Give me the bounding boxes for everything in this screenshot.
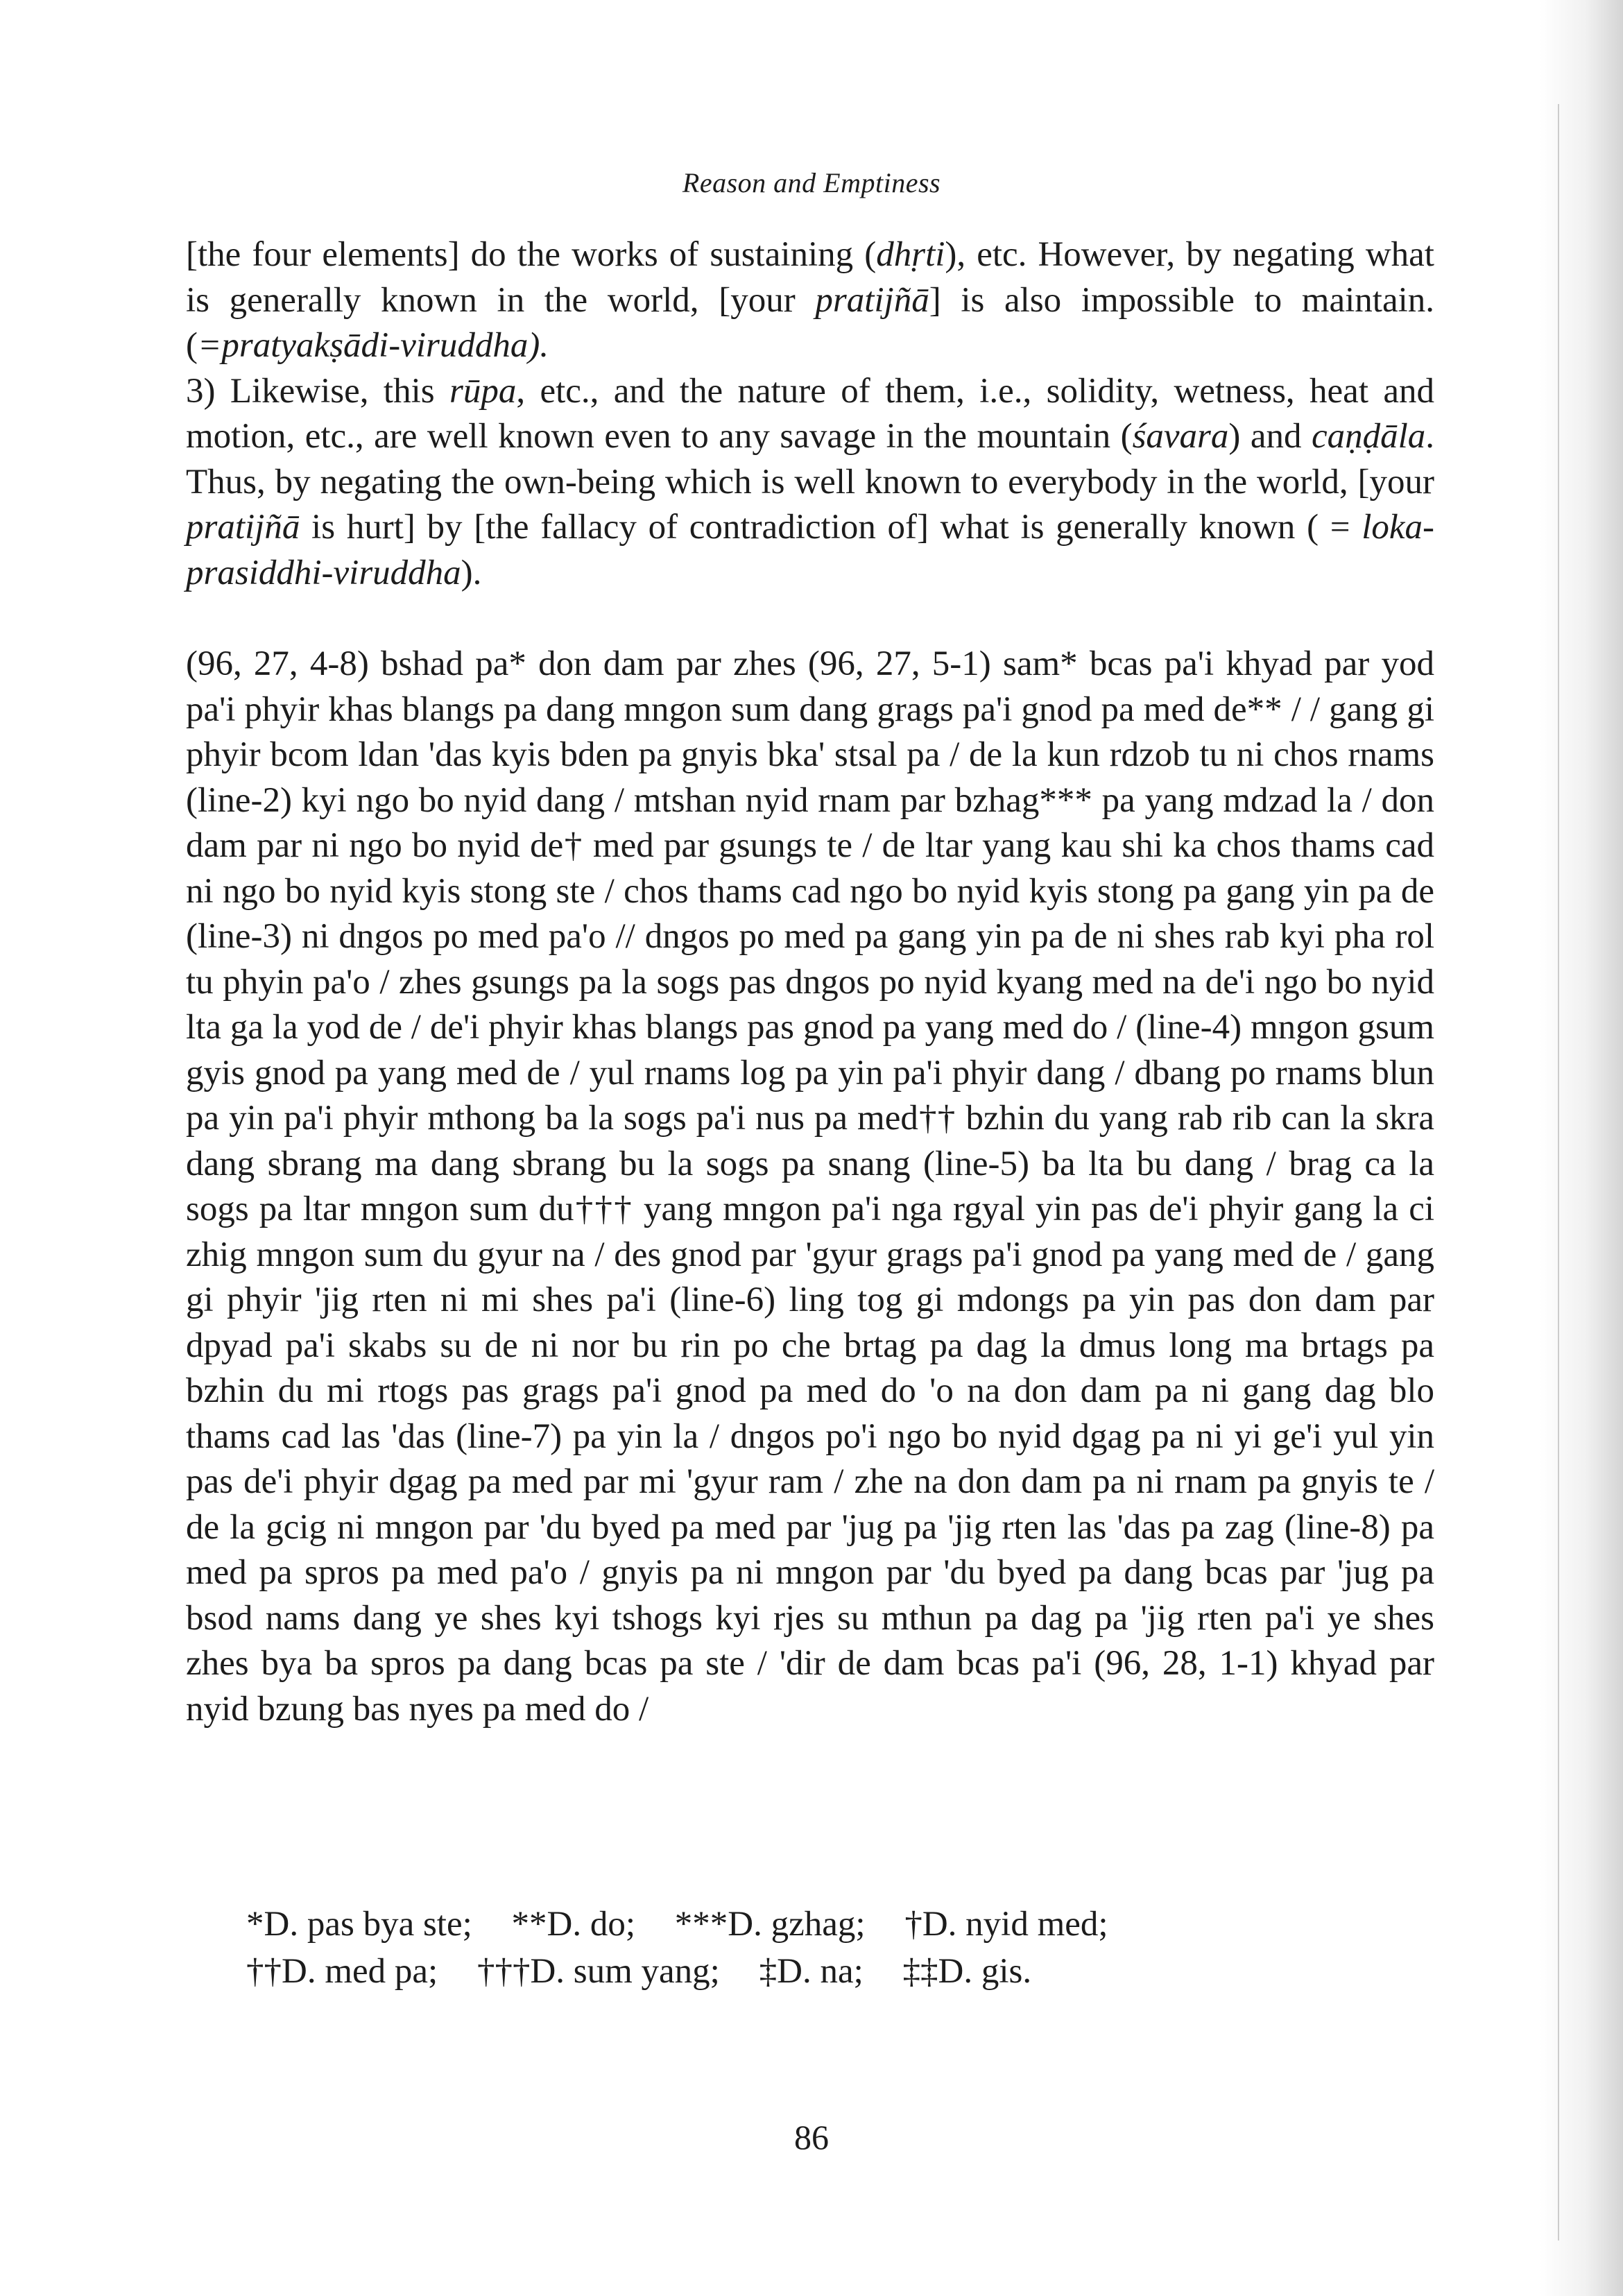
term-dhrti: dhṛti [876,235,945,274]
footnote: †††D. sum yang; [476,1952,720,1991]
footnote: **D. do; [511,1905,636,1944]
paragraph-point-3: 3) Likewise, this rūpa, etc., and the nature of them, i.e., solidity, wetness, heat and motion, etc., are well known even to any savage in the mountain (śavara) and caṇḍāla. Thus, by negating the own-being which is well known to everybody in the world, [your pratijñā is hurt] by [the fallacy of contradiction of] what is generally known ( = loka-prasiddhi-viruddha). [186,371,1435,592]
footnote: ††D. med pa; [246,1952,438,1991]
tibetan-transliteration: (96, 27, 4-8) bshad pa* don dam par zhes (96, 27, 5-1) sam* bcas pa'i khyad par yod pa'i phyir khas blangs pa dang mngon sum dang grags pa'i gnod pa med de** / / gang gi phyir bcom ldan 'das kyis bden pa gnyis bka' stsal pa / de la kun rdzob tu ni chos rnams (line-2) kyi ngo bo nyid dang / mtshan nyid rnam par bzhag*** pa yang mdzad la / don dam par ni ngo bo nyid de† med par gsungs te / de ltar yang kau shi ka chos thams cad ni ngo bo nyid kyis stong ste / chos thams cad ngo bo nyid kyis stong pa gang yin pa de (line-3) ni dngos po med pa'o // dngos po med pa gang yin pa de ni shes rab kyi pha rol tu phyin pa'o / zhes gsungs pa la sogs pas dngos po nyid kyang med na de'i ngo bo nyid lta ga la yod de / de'i phyir khas blangs pas gnod pa yang med do / (line-4) mngon gsum gyis gnod pa yang med de / yul rnams log pa yin pa'i phyir dang / dbang po rnams blun pa yin pa'i phyir mthong ba la sogs pa'i nus pa med†† bzhin du yang rab rib can la skra dang sbrang ma dang sbrang bu la sogs pa snang (line-5) ba lta bu dang / brag ca la sogs pa ltar mngon sum du††† yang mngon pa'i nga rgyal yin pas de'i phyir gang la ci zhig mngon sum du gyur na / des gnod par 'gyur grags pa'i gnod pa yang med de / gang gi phyir 'jig rten ni mi shes pa'i (line-6) ling tog gi mdongs pa yin pas don dam par dpyad pa'i skabs su de ni nor bu rin po che brtag pa dag la dmus long ma brtags pa bzhin du mi rtogs pas grags pa'i gnod pa med do 'o na don dam pa ni gang dag blo thams cad las 'das (line-7) pa yin la / dngos po'i ngo bo nyid dgag pa ni yi ge'i yul yin pas de'i phyir dgag pa med par mi 'gyur ram / zhe na don dam pa ni rnam pa gnyis te / de la gcig ni mngon par 'du byed pa med par 'jug pa 'jig rten las 'das pa zag (line-8) pa med pa spros pa med pa'o / gnyis pa ni mngon par 'du byed pa dang bcas par 'jug pa bsod nams dang ye shes kyi tshogs kyi rjes su mthun pa dag pa 'jig rten pa'i ye shes zhes bya ba spros pa dang bcas pa ste / 'dir de dam bcas pa'i (96, 28, 1-1) khyad par nyid bzung bas nyes pa med do / [186,644,1434,1729]
footnote-line-1 [246,1901,1425,1948]
term-loka-prasiddhi-viruddha: loka-prasiddhi-viruddha [186,508,1434,592]
term-pratijna-2: pratijñā [186,508,300,547]
footnote: ‡‡D. gis. [902,1952,1032,1991]
term-savara: śavara [1132,417,1229,456]
tibetan-text-block [186,642,1434,1732]
term-pratyaksadi-viruddha: =pratyakṣādi-viruddha). [197,326,549,365]
footnote: ***D. gzhag; [674,1905,866,1944]
english-translation-block [186,232,1434,596]
paragraph-continuation: [the four elements] do the works of sustaining (dhṛti), etc. However, by negating what is generally known in the world, [your pratijñā] is also impossible to maintain. (=pratyakṣādi-viruddha). [186,235,1435,365]
footnote: *D. pas bya ste; [246,1905,472,1944]
page-edge-shadow [1540,0,1623,2296]
footnote: †D. nyid med; [904,1905,1108,1944]
footnotes [246,1901,1425,1995]
page-number: 86 [794,2118,829,2157]
footnote-line-2 [246,1948,1425,1995]
page-edge-line [1558,104,1559,2241]
running-head: Reason and Emptiness [682,167,941,198]
term-rupa: rūpa [449,371,517,411]
term-candala: caṇḍāla [1311,417,1426,456]
term-pratijna: pratijñā [815,280,929,320]
footnote: ‡D. na; [759,1952,864,1991]
